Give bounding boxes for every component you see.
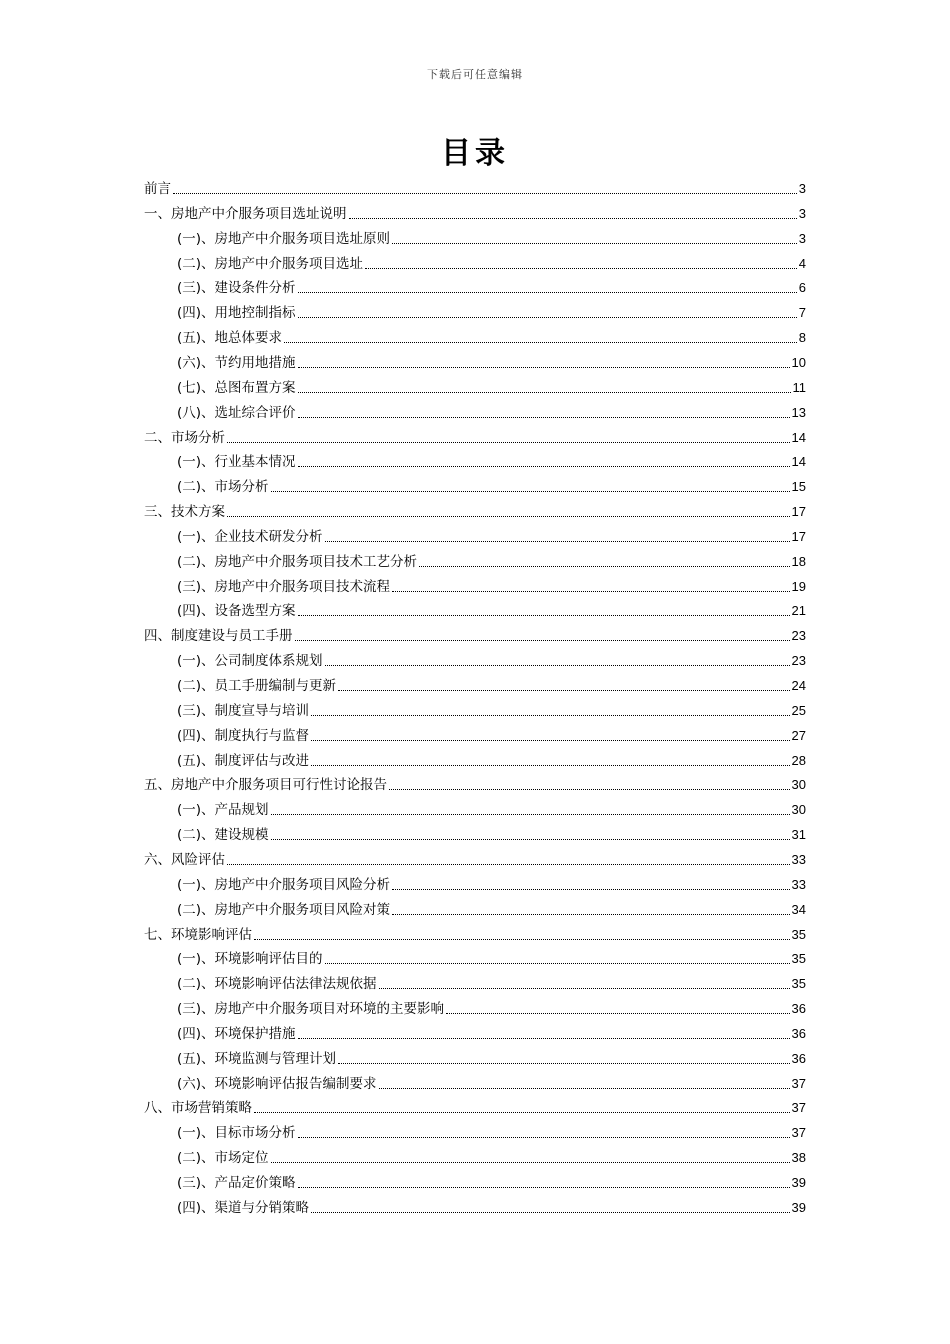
toc-entry-page-number: 8 (798, 330, 806, 346)
toc-leader-dots (311, 739, 789, 741)
toc-entry[interactable] (177, 226, 806, 248)
toc-entry-page-number: 37 (791, 1100, 806, 1116)
toc-leader-dots (254, 938, 790, 940)
toc-entry-page-number: 37 (791, 1075, 806, 1091)
toc-entry-label: (八)、选址综合评价 (177, 404, 296, 421)
toc-entry-page-number: 35 (791, 976, 806, 992)
toc-leader-dots (349, 217, 797, 219)
toc-leader-dots (271, 1161, 790, 1163)
toc-entry-label: (五)、环境监测与管理计划 (177, 1050, 337, 1067)
toc-leader-dots (298, 391, 791, 393)
toc-entry-label: 六、风险评估 (144, 851, 225, 868)
toc-entry[interactable] (177, 971, 806, 993)
toc-entry-label: (二)、建设规模 (177, 827, 269, 844)
toc-entry-page-number: 35 (791, 926, 806, 942)
toc-leader-dots (446, 1012, 789, 1014)
toc-entry-page-number: 3 (798, 181, 806, 196)
toc-entry-label: 四、制度建设与员工手册 (144, 628, 293, 645)
page-title: 目录 (441, 136, 509, 171)
toc-entry[interactable] (177, 598, 806, 620)
toc-entry-label: (七)、总图布置方案 (177, 379, 296, 396)
toc-entry-label: (二)、房地产中介服务项目技术工艺分析 (177, 553, 418, 570)
toc-entry[interactable] (177, 897, 806, 919)
toc-entry-page-number: 11 (792, 379, 806, 395)
toc-entry[interactable] (177, 549, 806, 571)
toc-entry-label: 三、技术方案 (144, 504, 225, 521)
toc-leader-dots (379, 987, 790, 989)
toc-entry-label: (四)、渠道与分销策略 (177, 1199, 310, 1216)
toc-entry-page-number: 14 (791, 454, 806, 470)
toc-leader-dots (298, 366, 790, 368)
toc-entry[interactable] (177, 673, 806, 695)
toc-entry-label: (六)、节约用地措施 (177, 354, 296, 371)
toc-entry-label: (四)、用地控制指标 (177, 305, 296, 322)
toc-entry-label: (二)、市场定位 (177, 1150, 269, 1167)
toc-entry-page-number: 25 (791, 702, 806, 718)
toc-leader-dots (389, 788, 790, 790)
toc-leader-dots (311, 764, 789, 766)
toc-leader-dots (227, 441, 790, 443)
toc-entry-page-number: 36 (791, 1001, 806, 1017)
toc-entry[interactable] (177, 1120, 806, 1142)
toc-entry[interactable] (177, 275, 806, 297)
toc-leader-dots (311, 714, 789, 716)
toc-entry[interactable] (144, 425, 806, 447)
toc-entry[interactable] (177, 872, 806, 894)
toc-entry-page-number: 39 (791, 1175, 806, 1190)
toc-leader-dots (392, 888, 789, 890)
toc-entry[interactable] (177, 251, 806, 273)
toc-entry-page-number: 28 (791, 752, 806, 768)
toc-entry-page-number: 33 (791, 876, 806, 892)
toc-entry-label: (六)、环境影响评估报告编制要求 (177, 1075, 377, 1092)
toc-leader-dots (227, 515, 790, 517)
toc-entry-label: (一)、房地产中介服务项目风险分析 (177, 876, 391, 893)
toc-entry-page-number: 4 (798, 255, 806, 271)
toc-leader-dots (298, 291, 797, 293)
toc-leader-dots (254, 1111, 790, 1113)
toc-entry-page-number: 30 (791, 802, 806, 818)
toc-leader-dots (325, 540, 790, 542)
toc-entry-label: (二)、房地产中介服务项目选址 (177, 255, 364, 272)
toc-leader-dots (419, 565, 789, 567)
toc-entry-label: (一)、公司制度体系规划 (177, 653, 323, 670)
toc-entry-label: (三)、建设条件分析 (177, 280, 296, 297)
toc-entry[interactable] (177, 723, 806, 745)
toc-entry-label: (一)、企业技术研发分析 (177, 528, 323, 545)
toc-entry-label: (二)、房地产中介服务项目风险对策 (177, 901, 391, 918)
toc-entry-page-number: 36 (791, 1025, 806, 1041)
toc-entry[interactable] (144, 201, 806, 223)
toc-entry[interactable] (144, 623, 806, 645)
toc-leader-dots (379, 1087, 790, 1089)
toc-entry-label: 二、市场分析 (144, 429, 225, 446)
toc-entry[interactable] (177, 350, 806, 372)
toc-entry-label: (二)、市场分析 (177, 479, 269, 496)
toc-leader-dots (227, 863, 790, 865)
toc-entry-label: (四)、设备选型方案 (177, 603, 296, 620)
toc-leader-dots (298, 416, 790, 418)
toc-entry[interactable] (177, 325, 806, 347)
toc-entry-label: (一)、房地产中介服务项目选址原则 (177, 230, 391, 247)
toc-leader-dots (392, 913, 789, 915)
toc-leader-dots (173, 192, 797, 194)
toc-entry-label: (四)、环境保护措施 (177, 1025, 296, 1042)
toc-leader-dots (311, 1211, 789, 1213)
toc-entry[interactable] (177, 375, 806, 397)
toc-entry[interactable] (144, 922, 806, 944)
toc-entry[interactable] (177, 1145, 806, 1167)
toc-entry[interactable] (177, 946, 806, 968)
toc-entry[interactable] (177, 400, 806, 422)
toc-entry-page-number: 27 (791, 727, 806, 743)
toc-entry-page-number: 13 (791, 404, 806, 420)
toc-entry-page-number: 33 (791, 851, 806, 867)
toc-entry-label: (一)、行业基本情况 (177, 454, 296, 471)
toc-entry[interactable] (144, 1095, 806, 1117)
toc-entry[interactable] (177, 524, 806, 546)
toc-entry-page-number: 18 (791, 553, 806, 569)
toc-leader-dots (298, 1037, 790, 1039)
toc-entry-label: (二)、环境影响评估法律法规依据 (177, 976, 377, 993)
toc-entry[interactable] (177, 797, 806, 819)
toc-entry[interactable] (177, 1071, 806, 1093)
toc-entry[interactable] (177, 748, 806, 770)
toc-leader-dots (298, 316, 797, 318)
toc-entry-page-number: 3 (798, 205, 806, 221)
toc-entry-label: (三)、房地产中介服务项目对环境的主要影响 (177, 1001, 445, 1018)
toc-entry[interactable] (177, 1170, 806, 1192)
toc-entry[interactable] (177, 300, 806, 322)
toc-leader-dots (298, 465, 790, 467)
toc-leader-dots (392, 590, 789, 592)
toc-entry-page-number: 19 (791, 578, 806, 594)
toc-entry[interactable] (144, 176, 806, 198)
toc-entry-label: 前言 (144, 181, 171, 197)
toc-entry[interactable] (144, 772, 806, 794)
toc-entry-page-number: 17 (791, 504, 806, 520)
toc-entry-page-number: 21 (791, 603, 806, 619)
toc-entry[interactable] (177, 822, 806, 844)
toc-leader-dots (298, 1186, 790, 1188)
toc-entry-label: (五)、地总体要求 (177, 330, 283, 347)
toc-entry-page-number: 36 (791, 1050, 806, 1066)
toc-entry-page-number: 10 (791, 354, 806, 370)
toc-entry-page-number: 6 (798, 280, 806, 296)
toc-entry-label: 八、市场营销策略 (144, 1100, 252, 1117)
toc-entry[interactable] (177, 474, 806, 496)
toc-entry-page-number: 38 (791, 1150, 806, 1166)
page-header: 下载后可任意编辑 (427, 68, 523, 81)
toc-entry[interactable] (144, 847, 806, 869)
toc-entry[interactable] (144, 499, 806, 521)
toc-entry-page-number: 39 (791, 1199, 806, 1215)
toc-entry-page-number: 3 (798, 230, 806, 246)
toc-entry-page-number: 15 (791, 479, 806, 495)
toc-entry[interactable] (177, 698, 806, 720)
toc-entry-page-number: 35 (791, 951, 806, 967)
toc-entry-page-number: 7 (798, 305, 806, 321)
toc-entry[interactable] (177, 648, 806, 670)
toc-leader-dots (392, 242, 797, 244)
toc-entry-label: 七、环境影响评估 (144, 926, 252, 943)
toc-leader-dots (295, 639, 790, 641)
toc-entry-page-number: 30 (791, 777, 806, 793)
toc-entry[interactable] (177, 1195, 806, 1217)
toc-entry[interactable] (177, 1021, 806, 1043)
toc-entry[interactable] (177, 1046, 806, 1068)
toc-entry-label: (四)、制度执行与监督 (177, 727, 310, 744)
toc-leader-dots (284, 341, 797, 343)
toc-leader-dots (325, 962, 790, 964)
toc-entry-label: (一)、环境影响评估目的 (177, 951, 323, 968)
toc-entry-label: (五)、制度评估与改进 (177, 752, 310, 769)
toc-leader-dots (271, 838, 790, 840)
toc-entry-page-number: 17 (791, 528, 806, 544)
toc-leader-dots (365, 267, 797, 269)
toc-entry-label: (一)、产品规划 (177, 802, 269, 819)
toc-leader-dots (298, 614, 790, 616)
toc-entry-page-number: 37 (791, 1125, 806, 1141)
toc-entry-label: 一、房地产中介服务项目选址说明 (144, 205, 347, 222)
toc-entry-label: (三)、房地产中介服务项目技术流程 (177, 578, 391, 595)
toc-entry-page-number: 34 (791, 901, 806, 917)
toc-entry[interactable] (177, 449, 806, 471)
toc-entry-page-number: 14 (791, 429, 806, 445)
toc-entry-page-number: 24 (791, 678, 806, 693)
toc-entry-label: (二)、员工手册编制与更新 (177, 678, 337, 694)
toc-leader-dots (338, 1062, 789, 1064)
toc-entry[interactable] (177, 996, 806, 1018)
toc-leader-dots (271, 490, 790, 492)
toc-entry-label: 五、房地产中介服务项目可行性讨论报告 (144, 777, 387, 794)
toc-entry-label: (一)、目标市场分析 (177, 1125, 296, 1142)
toc-entry[interactable] (177, 574, 806, 596)
toc-leader-dots (325, 664, 790, 666)
toc-entry-page-number: 23 (791, 628, 806, 644)
toc-leader-dots (298, 1136, 790, 1138)
toc-entry-label: (三)、制度宣导与培训 (177, 702, 310, 719)
toc-leader-dots (271, 813, 790, 815)
toc-leader-dots (338, 689, 789, 691)
toc-entry-page-number: 31 (791, 827, 806, 843)
toc-entry-page-number: 23 (791, 653, 806, 669)
toc-entry-label: (三)、产品定价策略 (177, 1175, 296, 1191)
